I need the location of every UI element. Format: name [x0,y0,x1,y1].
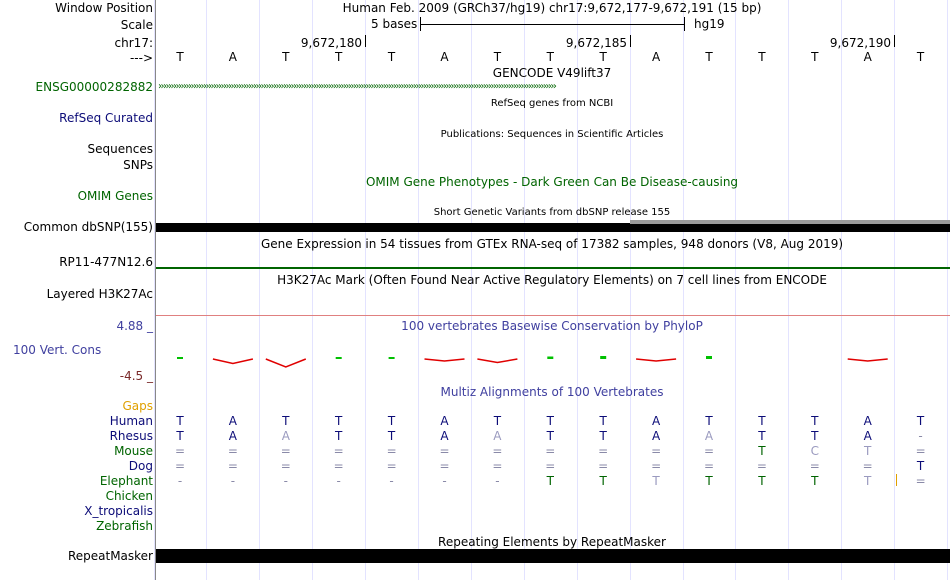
reference-base: T [493,50,502,64]
aligned-base: - [918,429,923,443]
aligned-base: = [227,459,238,473]
strand-label: ---> [129,51,153,65]
aligned-base: A [281,429,290,443]
gtex-label[interactable]: RP11-477N12.6 [59,255,153,269]
aligned-base: T [546,414,554,428]
refseq-title: RefSeq genes from NCBI [490,98,614,109]
position-tick-label: 9,672,180 [300,36,362,50]
aligned-base: A [228,429,237,443]
species-label-zebrafish[interactable]: Zebrafish [96,519,153,533]
aligned-base: = [756,459,767,473]
aligned-base: = [227,444,238,458]
aligned-base: = [703,459,715,473]
reference-base: T [916,50,925,64]
phylop-bar [636,359,676,361]
aligned-base: T [864,444,872,458]
aligned-base: = [439,459,450,473]
aligned-base: = [174,444,186,458]
dbsnp-title: Short Genetic Variants from dbSNP release 155 [433,207,671,218]
aligned-base: T [758,474,766,488]
aligned-base: - [442,474,447,488]
aligned-base: - [389,474,394,488]
species-label-human[interactable]: Human [109,414,153,428]
publications-label-sequences[interactable]: Sequences [87,142,153,156]
omim-label[interactable]: OMIM Genes [77,189,153,203]
elephant-gap-marker [896,474,897,486]
gencode-title: GENCODE V49lift37 [492,66,612,80]
aligned-base: = [651,459,662,473]
reference-base: T [705,50,713,64]
aligned-base: T [864,474,872,488]
phylop-bar [706,356,712,359]
species-label-elephant[interactable]: Elephant [99,474,153,488]
aligned-base: A [651,429,661,443]
aligned-base: A [228,414,237,428]
reference-base: T [546,50,554,64]
aligned-base: T [758,414,766,428]
phylop-title: 100 vertebrates Basewise Conservation by PhyloP [401,319,703,333]
aligned-base: = [333,459,344,473]
aligned-base: = [439,444,450,458]
reference-base: A [228,50,237,64]
multiz-gaps-label[interactable]: Gaps [122,399,153,413]
phylop-max-label: 4.88 _ [116,319,153,333]
aligned-base: A [704,429,714,443]
window-position-label: Window Position [55,1,153,15]
aligned-base: T [811,414,819,428]
scale-text: 5 bases [371,17,418,31]
aligned-base: = [492,459,503,473]
reference-base: A [651,50,661,64]
aligned-base: T [916,459,925,473]
phylop-label[interactable]: 100 Vert. Cons [13,343,102,357]
phylop-bar [177,357,183,359]
reference-base: T [758,50,766,64]
reference-base: T [176,50,184,64]
aligned-base: T [493,414,502,428]
aligned-base: = [545,444,556,458]
aligned-base: T [282,414,290,428]
aligned-base: = [280,459,291,473]
reference-base: T [282,50,290,64]
aligned-base: = [492,444,503,458]
aligned-base: = [651,444,662,458]
position-tick-label: 9,672,190 [829,36,891,50]
aligned-base: T [705,414,713,428]
aligned-base: T [387,414,396,428]
aligned-base: T [811,429,819,443]
phylop-bar [266,359,306,367]
species-label-mouse[interactable]: Mouse [114,444,153,458]
reference-base: T [387,50,396,64]
aligned-base: A [493,429,502,443]
aligned-base: - [177,474,183,488]
aligned-base: T [916,414,925,428]
species-label-chicken[interactable]: Chicken [105,489,153,503]
aligned-base: T [335,414,343,428]
species-label-rhesus[interactable]: Rhesus [109,429,153,443]
aligned-base: = [598,444,609,458]
publications-label-snps[interactable]: SNPs [123,158,153,172]
aligned-base: T [176,414,184,428]
aligned-base: T [758,444,766,458]
reference-base: T [335,50,343,64]
h3k27ac-label[interactable]: Layered H3K27Ac [46,287,153,301]
h3k27ac-title: H3K27Ac Mark (Often Found Near Active Regulatory Elements) on 7 cell lines from ENCODE [277,273,827,287]
aligned-base: A [440,414,449,428]
aligned-base: = [333,444,344,458]
phylop-min-label: -4.5 _ [119,369,153,383]
aligned-base: = [598,459,609,473]
db-label: hg19 [694,17,725,31]
phylop-bar [848,359,888,361]
aligned-base: T [599,414,607,428]
aligned-base: = [386,459,397,473]
dbsnp-label[interactable]: Common dbSNP(155) [23,220,153,234]
phylop-bar [600,356,606,359]
scale-label: Scale [120,18,153,32]
position-tick-label: 9,672,185 [565,36,627,50]
aligned-base: T [811,474,819,488]
aligned-base: - [230,474,236,488]
chrom-label: chr17: [114,36,153,50]
aligned-base: = [809,459,820,473]
reference-base: T [599,50,607,64]
reference-base: A [863,50,872,64]
aligned-base: = [280,444,291,458]
aligned-base: = [386,444,397,458]
phylop-bar [425,359,465,361]
phylop-bar [336,357,342,359]
aligned-base: = [545,459,556,473]
aligned-base: A [863,429,872,443]
reference-base: T [811,50,819,64]
aligned-base: T [387,429,396,443]
refseq-label[interactable]: RefSeq Curated [59,111,153,125]
gencode-gene-label[interactable]: ENSG00000282882 [35,80,153,94]
species-label-dog[interactable]: Dog [128,459,153,473]
repeatmasker-feature-bar[interactable] [156,549,950,563]
aligned-base: = [915,444,926,458]
aligned-base: T [546,474,554,488]
aligned-base: A [863,414,872,428]
aligned-base: C [810,444,819,458]
gtex-title: Gene Expression in 54 tissues from GTEx RNA-seq of 17382 samples, 948 donors (V8, Aug 2019) [260,237,844,251]
aligned-base: A [440,429,449,443]
phylop-bar [389,357,395,359]
aligned-base: T [546,429,554,443]
aligned-base: T [335,429,343,443]
aligned-base: - [336,474,341,488]
repeatmasker-title: Repeating Elements by RepeatMasker [438,535,666,549]
multiz-title: Multiz Alignments of 100 Vertebrates [440,385,664,399]
aligned-base: - [495,474,500,488]
aligned-base: T [176,429,184,443]
gencode-gene-feature[interactable]: ››››››››››››››››››››››››››››››››››››››››››››››››››››››››››››››››››››››››››››››››››››››››››››››››››››››››››››››››››››››››››››››››››››››››››››››››››››››››››››››› [158,81,556,92]
repeatmasker-label[interactable]: RepeatMasker [67,549,153,563]
phylop-bar [213,359,253,364]
assembly-title: Human Feb. 2009 (GRCh37/hg19) chr17:9,672,177-9,672,191 (15 bp) [342,1,762,15]
phylop-bar [547,357,553,360]
aligned-base: = [703,444,715,458]
species-label-x-tropicalis[interactable]: X_tropicalis [84,504,153,518]
aligned-base: T [758,429,766,443]
publications-title: Publications: Sequences in Scientific Articles [440,129,664,140]
aligned-base: = [915,474,926,488]
aligned-base: A [651,414,661,428]
aligned-base: - [283,474,288,488]
reference-base: A [440,50,449,64]
aligned-base: = [862,459,873,473]
aligned-base: = [174,459,186,473]
aligned-base: T [599,474,607,488]
aligned-base: T [652,474,660,488]
phylop-bar [477,359,517,363]
omim-title: OMIM Gene Phenotypes - Dark Green Can Be Disease-causing [365,175,739,189]
aligned-base: T [599,429,607,443]
aligned-base: T [705,474,713,488]
